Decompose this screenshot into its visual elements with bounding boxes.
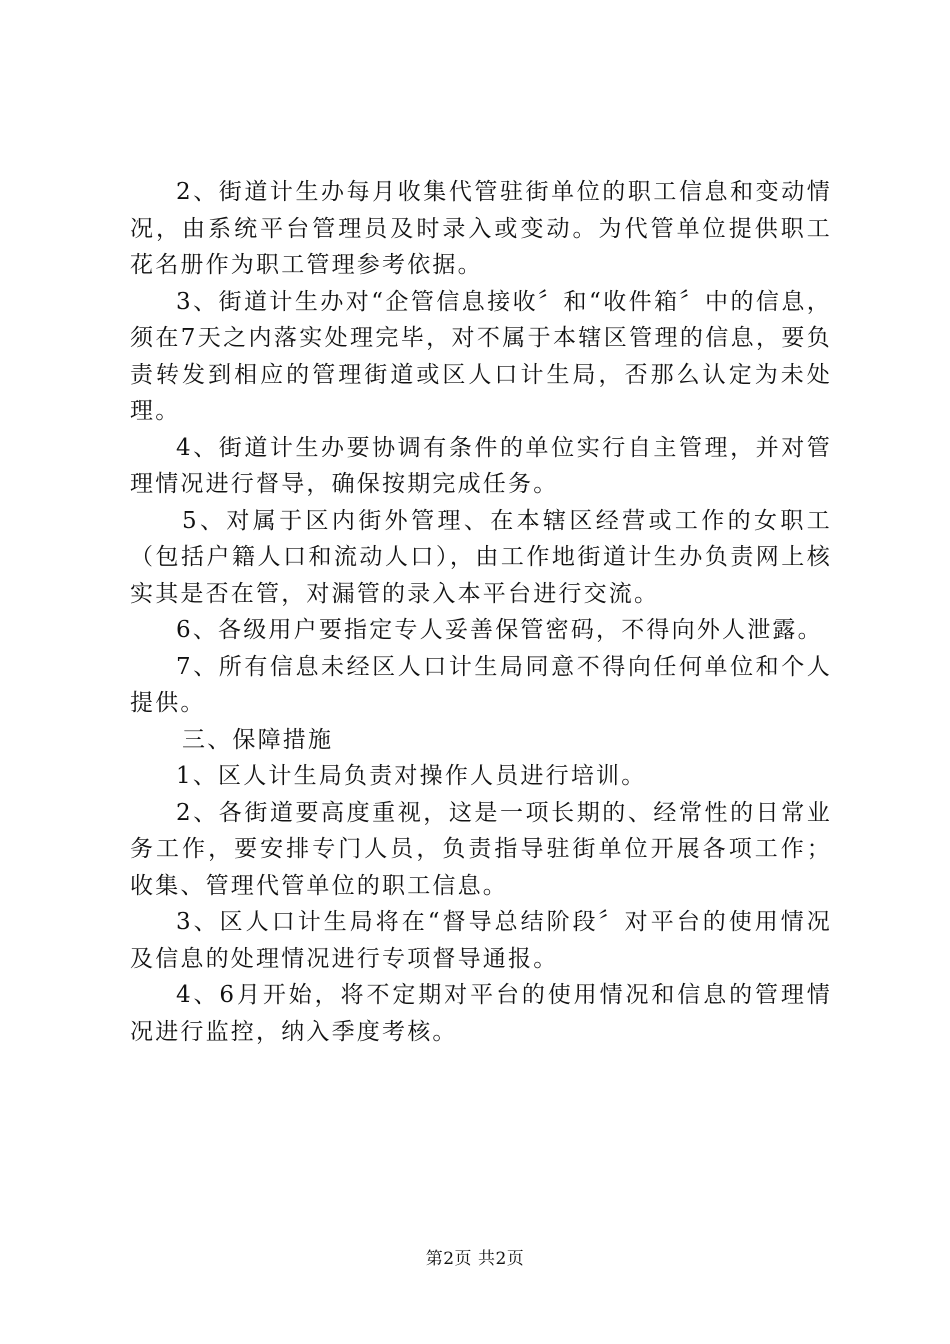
paragraph-safeguard-1: 1、区人计生局负责对操作人员进行培训。 [176, 763, 647, 789]
paragraph-item-7: 7、所有信息未经区人口计生局同意不得向任何单位和个人提供。 [130, 653, 832, 716]
paragraph-safeguard-2: 2、各街道要高度重视，这是一项长期的、经常性的日常业务工作，要安排专门人员，负责指导驻街单位开展各项工作；收集、管理代管单位的职工信息。 [130, 799, 832, 899]
paragraph-item-6: 6、各级用户要指定专人妥善保管密码，不得向外人泄露。 [176, 617, 823, 643]
paragraph-item-5: 5、对属于区内街外管理、在本辖区经营或工作的女职工（包括户籍人口和流动人口），由工作地街道计生办负责网上核实其是否在管，对漏管的录入本平台进行交流。 [130, 507, 832, 607]
paragraph-safeguard-4: 4、6月开始，将不定期对平台的使用情况和信息的管理情况进行监控，纳入季度考核。 [130, 982, 832, 1045]
document-body [130, 174, 832, 1050]
paragraph-safeguard-3: 3、区人口计生局将在“督导总结阶段〞对平台的使用情况及信息的处理情况进行专项督导通报。 [130, 909, 832, 972]
paragraph-item-4: 4、街道计生办要协调有条件的单位实行自主管理，并对管理情况进行督导，确保按期完成任务。 [130, 434, 832, 497]
page-number: 第2页 共2页 [425, 1249, 525, 1269]
paragraph-item-3: 3、街道计生办对“企管信息接收〞和“收件箱〞中的信息，须在7天之内落实处理完毕，对不属于本辖区管理的信息，要负责转发到相应的管理街道或区人口计生局，否那么认定为未处理。 [130, 288, 832, 424]
paragraph-item-2: 2、街道计生办每月收集代管驻街单位的职工信息和变动情况，由系统平台管理员及时录入或变动。为代管单位提供职工花名册作为职工管理参考依据。 [130, 179, 832, 278]
section-heading-safeguards: 三、保障措施 [182, 726, 334, 753]
